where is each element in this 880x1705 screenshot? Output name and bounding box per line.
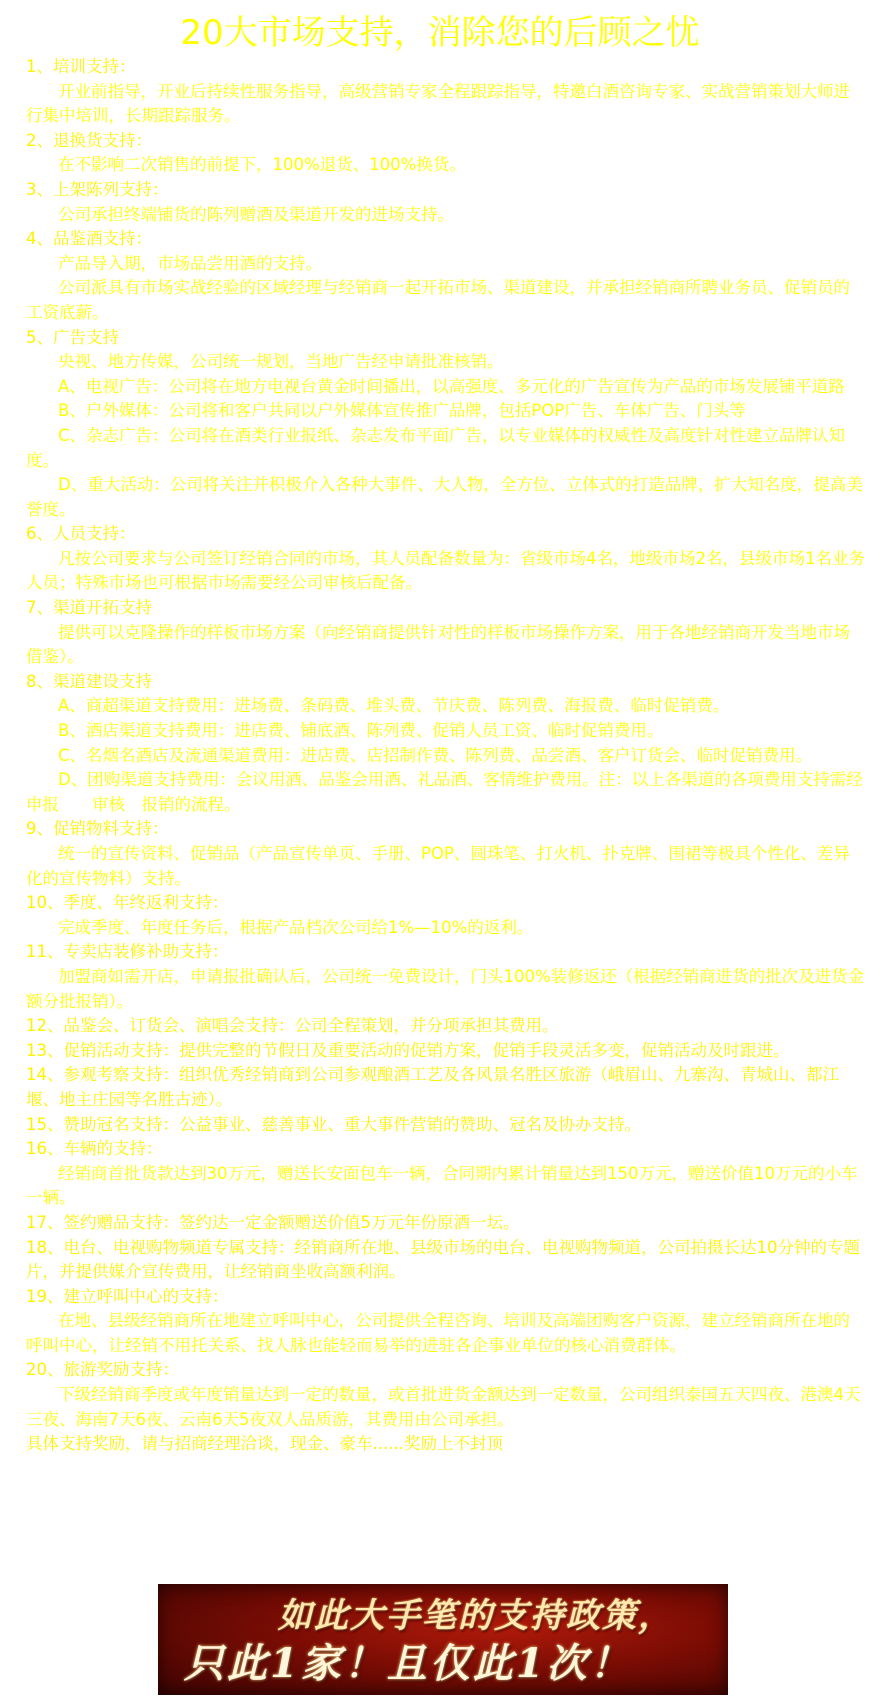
- section-heading: 11、专卖店装修补助支持：: [26, 942, 229, 962]
- section-text: 在不影响二次销售的前提下，100%退货、100%换货。: [58, 155, 466, 175]
- section-text: 在地、县级经销商所在地建立呼叫中心，公司提供全程咨询、培训及高端团购客户资源，建立经销商所在地的呼叫中心，让经销不用托关系、找人脉也能轻而易举的进驻各企事业单位的核心消费群体。: [26, 1311, 850, 1355]
- section-heading: 2、退换货支持：: [26, 130, 152, 150]
- section-text: 公司承担终端铺货的陈列赠酒及渠道开发的进场支持。: [58, 204, 454, 224]
- section-text: C、杂志广告：公司将在酒类行业报纸、杂志发布平面广告，以专业媒体的权威性及高度针对性建立品牌认知度。: [26, 425, 846, 470]
- section-text: 提供可以克隆操作的样板市场方案（向经销商提供针对性的样板市场操作方案，用于各地经销商开发当地市场借鉴）。: [26, 622, 850, 667]
- section-text: 加盟商如需开店，申请报批确认后，公司统一免费设计，门头100%装修返还（根据经销商进货的批次及进货金额分批报销）。: [26, 966, 865, 1011]
- banner-line-2: 只此1家！且仅此1次！: [184, 1640, 633, 1687]
- section-heading: 4、品鉴酒支持：: [26, 229, 152, 249]
- section-heading: 20、旅游奖励支持：: [26, 1360, 179, 1380]
- section-heading: 15、赞助冠名支持：公益事业、慈善事业、重大事件营销的赞助、冠名及协办支持。: [26, 1114, 641, 1134]
- section-text: D、重大活动：公司将关注并积极介入各种大事件、大人物，全方位、立体式的打造品牌，扩大知名度，提高美誉度。: [26, 475, 863, 519]
- promo-banner: [158, 1584, 728, 1695]
- page-title: 20大市场支持，消除您的后顾之忧: [180, 13, 700, 53]
- section-text: A、商超渠道支持费用：进场费、条码费、堆头费、节庆费、陈列费、海报费、临时促销费。: [58, 696, 730, 716]
- section-heading: 具体支持奖励，请与招商经理洽谈，现金、豪车......奖励上不封顶: [26, 1434, 503, 1454]
- section-text: 统一的宣传资料、促销品（产品宣传单页、手册、POP、圆珠笔、打火机、扑克牌、围裙等极具个性化、差异化的宣传物料）支持。: [26, 844, 850, 888]
- section-text: A、电视广告：公司将在地方电视台黄金时间播出，以高强度、多元化的广告宣传为产品的市场发展铺平道路: [58, 376, 845, 396]
- section-heading: 17、签约赠品支持：签约达一定金额赠送价值5万元年份原酒一坛。: [26, 1212, 520, 1232]
- section-text: 开业前指导，开业后持续性服务指导，高级营销专家全程跟踪指导，特邀白酒咨询专家、实战营销策划大师进行集中培训，长期跟踪服务。: [26, 81, 850, 126]
- section-heading: 7、渠道开拓支持: [26, 598, 152, 618]
- section-text: 完成季度、年度任务后，根据产品档次公司给1%—10%的返利。: [58, 917, 534, 937]
- section-text: B、酒店渠道支持费用：进店费、铺底酒、陈列费、促销人员工资、临时促销费用。: [58, 721, 664, 741]
- section-heading: 10、季度、年终返利支持：: [26, 893, 229, 913]
- section-text: 公司派具有市场实战经验的区域经理与经销商一起开拓市场、渠道建设，并承担经销商所聘业务员、促销员的工资底薪。: [26, 278, 850, 322]
- section-text: 央视、地方传媒，公司统一规划，当地广告经申请批准核销。: [58, 352, 504, 372]
- support-list: [26, 55, 866, 1457]
- section-heading: 3、上架陈列支持：: [26, 179, 169, 199]
- section-text: 经销商首批货款达到30万元，赠送长安面包车一辆，合同期内累计销量达到150万元，赠送价值10万元的小车一辆。: [26, 1163, 858, 1208]
- section-heading: 14、参观考察支持：组织优秀经销商到公司参观酿酒工艺及各风景名胜区旅游（峨眉山、九寨沟、青城山、都江堰、地主庄园等名胜古迹）。: [26, 1065, 839, 1109]
- section-text: B、户外媒体：公司将和客户共同以户外媒体宣传推广品牌，包括POP广告、车体广告、门头等: [58, 401, 746, 421]
- section-heading: 1、培训支持：: [26, 57, 136, 76]
- section-heading: 6、人员支持：: [26, 524, 136, 544]
- section-heading: 19、建立呼叫中心的支持：: [26, 1286, 229, 1306]
- section-heading: 12、品鉴会、订货会、演唱会支持：公司全程策划，并分项承担其费用。: [26, 1016, 559, 1036]
- banner-line-1: 如此大手笔的支持政策，: [278, 1596, 674, 1636]
- section-text: C、名烟名酒店及流通渠道费用：进店费、店招制作费、陈列费、品尝酒、客户订货会、临时促销费用。: [58, 745, 813, 765]
- section-heading: 16、车辆的支持：: [26, 1139, 163, 1159]
- section-text: 下级经销商季度或年度销量达到一定的数量，或首批进货金额达到一定数量，公司组织泰国五天四夜、港澳4天三夜、海南7天6夜、云南6天5夜双人品质游，其费用由公司承担。: [26, 1385, 861, 1429]
- section-text: D、团购渠道支持费用：会议用酒、品鉴会用酒、礼品酒、客情维护费用。注：以上各渠道的各项费用支持需经申报 审核 报销的流程。: [26, 770, 863, 814]
- section-heading: 8、渠道建设支持: [26, 671, 152, 691]
- section-heading: 13、促销活动支持：提供完整的节假日及重要活动的促销方案，促销手段灵活多变，促销活动及时跟进。: [26, 1040, 790, 1060]
- section-heading: 5、广告支持: [26, 327, 119, 347]
- section-heading: 9、促销物料支持：: [26, 819, 169, 839]
- section-text: 产品导入期，市场品尝用酒的支持。: [58, 253, 322, 273]
- section-heading: 18、电台、电视购物频道专属支持：经销商所在地、县级市场的电台、电视购物频道，公司拍摄长达10分钟的专题片，并提供媒介宣传费用，让经销商坐收高额利润。: [26, 1237, 860, 1282]
- section-text: 凡按公司要求与公司签订经销合同的市场，其人员配备数量为：省级市场4名，地级市场2名，县级市场1名业务人员；特殊市场也可根据市场需要经公司审核后配备。: [26, 548, 865, 593]
